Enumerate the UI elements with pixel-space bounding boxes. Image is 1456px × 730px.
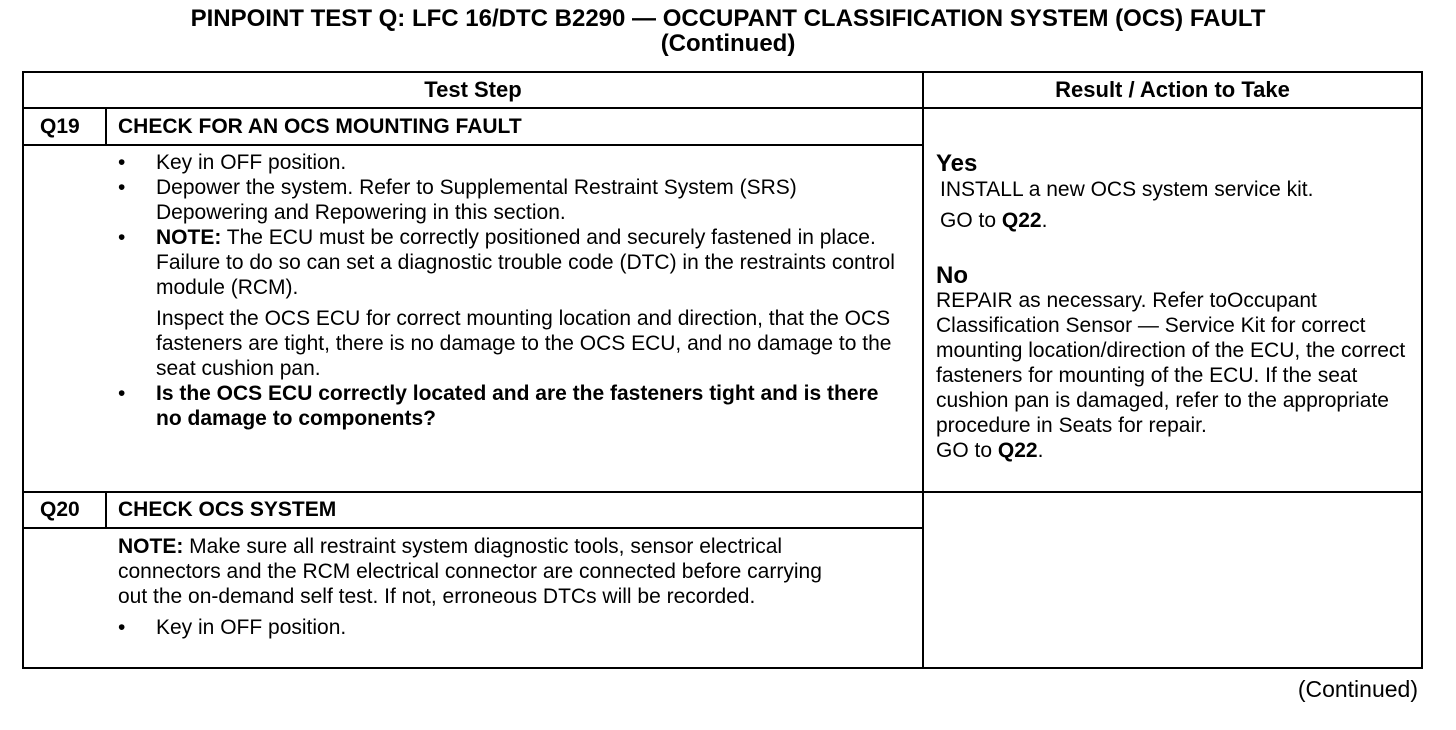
id-divider-q20 [105,492,107,529]
step-id-q19: Q19 [40,115,80,138]
list-item [118,381,898,431]
goto-q22-link[interactable]: Q22 [997,439,1038,462]
q20-bullet-list [118,615,838,640]
list-item: • Key in OFF position. [118,615,838,640]
step-id-q20: Q20 [40,498,80,521]
q19-title-rule [24,144,922,146]
list-item: • Depower the system. Refer to Supplemental Restraint System (SRS) Depowering and Repowering in this section. [118,175,898,225]
step-title-q19: CHECK FOR AN OCS MOUNTING FAULT [118,115,522,138]
title-line-2: (Continued) [660,30,796,57]
q20-title-rule [24,527,922,529]
id-divider-q19 [105,109,107,146]
header-result-action: Result / Action to Take [1055,77,1290,102]
continued-footer: (Continued) [1297,676,1418,702]
q20-top-rule [24,491,1421,493]
list-item: • NOTE: The ECU must be correctly positioned and securely fastened in place. Failure to do so can set a diagnostic trouble code (DTC) in the restraints control module (RCM). [118,225,898,300]
page-title [0,6,1456,56]
q19-question-list [118,381,898,431]
list-item: • Key in OFF position. [118,150,898,175]
q19-inspect-text: Inspect the OCS ECU for correct mounting location and direction, that the OCS fasteners are tight, there is no damage to the OCS ECU, and no damage to the seat cushion pan. [156,307,892,380]
q20-note: NOTE: Make sure all restraint system diagnostic tools, sensor electrical connectors and the RCM electrical connector are connected before carrying out the on-demand self test. If not, erroneous DTCs will be recorded. [118,535,822,608]
column-divider [922,73,924,667]
step-title-q20: CHECK OCS SYSTEM [118,498,337,521]
q19-instructions [118,150,898,431]
q19-bullet-list [118,150,898,300]
goto-q22-link[interactable]: Q22 [1001,209,1042,232]
q19-question: Is the OCS ECU correctly located and are the fasteners tight and is there no damage to components? [156,382,879,430]
q19-no-label: No [936,262,968,289]
pinpoint-test-table [22,71,1423,669]
q19-no-action: REPAIR as necessary. Refer toOccupant Classification Sensor — Service Kit for correct mounting location/direction of the ECU, the correct fasteners for mounting of the ECU. If the seat cushion pan is damaged, refer to the appropriate procedure in Seats for repair. GO to Q22. [936,289,1406,462]
q19-yes-action: INSTALL a new OCS system service kit. GO to Q22. [940,178,1314,232]
q20-instructions [118,534,838,640]
q19-yes-label: Yes [936,150,978,177]
title-line-1: PINPOINT TEST Q: LFC 16/DTC B2290 — OCCUPANT CLASSIFICATION SYSTEM (OCS) FAULT [190,5,1266,32]
header-test-step: Test Step [424,77,522,102]
header-rule [24,107,1421,109]
